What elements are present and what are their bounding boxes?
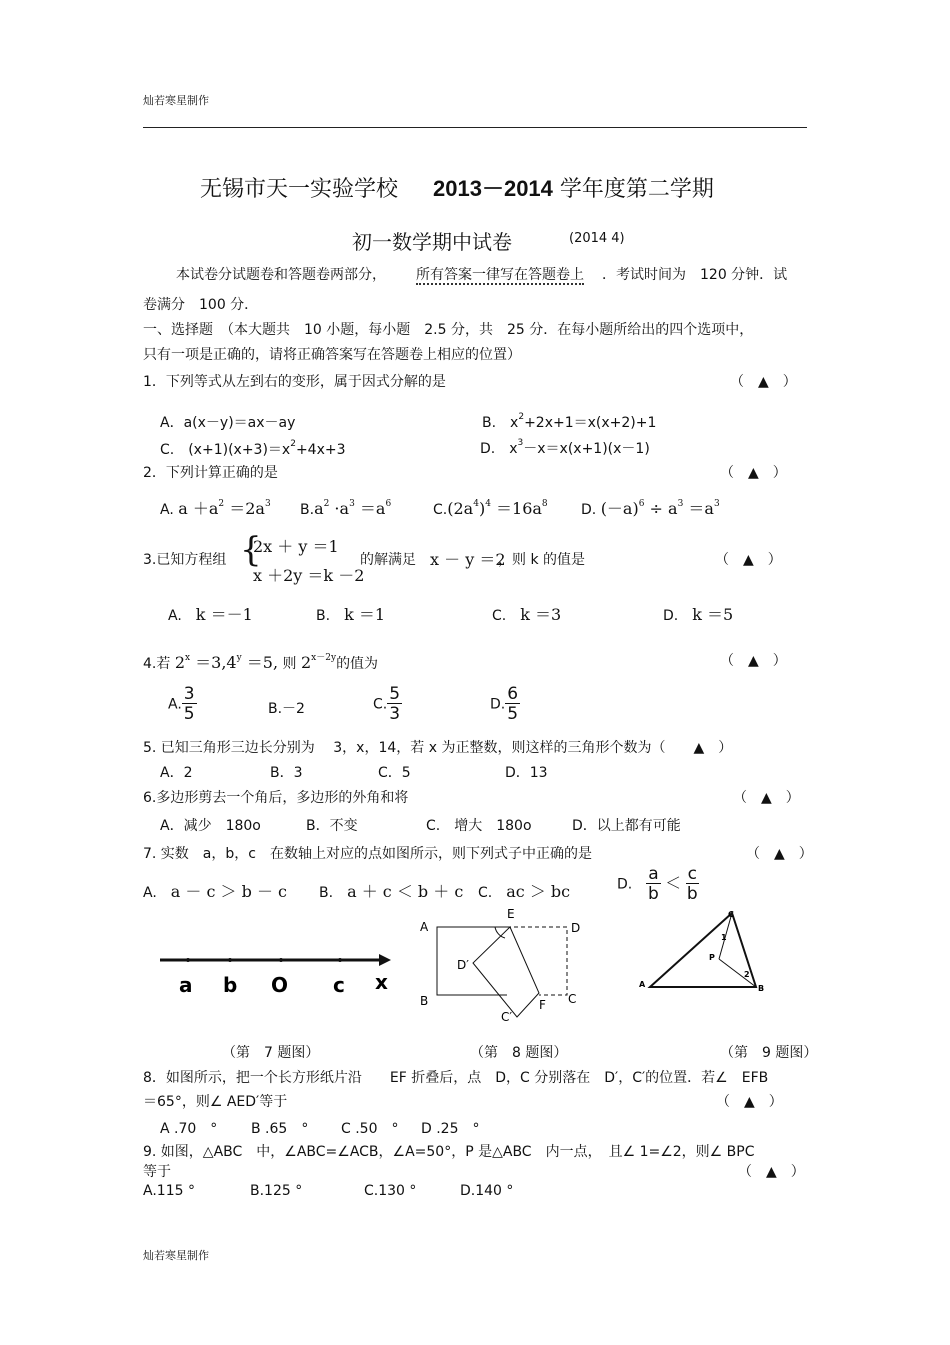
q6-option-d: D．以上都有可能: [572, 818, 681, 834]
label-angle-2: 2: [744, 970, 750, 979]
label-A: A: [639, 980, 646, 989]
folded-flap: [473, 927, 539, 1017]
q7-option-c: C. ac ＞ bc: [478, 882, 571, 901]
q9-option-c: C.130 °: [364, 1183, 417, 1199]
q7-option-b: B. a ＋ c ＜ b ＋ c: [319, 882, 464, 901]
q8-option-c: C .50 °: [341, 1121, 399, 1137]
q8-answer-mark: （ ▲ ）: [716, 1094, 783, 1110]
q7-stem: 7. 实数 a，b，c 在数轴上对应的点如图所示，则下列式子中正确的是: [143, 846, 592, 862]
intro-part-a: 本试卷分试题卷和答题卷两部分，: [176, 267, 386, 283]
q9-option-b: B.125 °: [250, 1183, 303, 1199]
q5-option-d: D．13: [505, 765, 548, 781]
q8-option-d: D .25 °: [421, 1121, 480, 1137]
q6-stem: 6.多边形剪去一个角后，多边形的外角和将: [143, 790, 409, 806]
label-x: x: [375, 970, 388, 994]
triangle-abc: [650, 913, 756, 987]
label-b: b: [223, 973, 238, 997]
label-a: a: [179, 973, 193, 997]
q5-option-b: B．3: [270, 765, 303, 781]
fig9-triangle: [636, 905, 776, 1000]
q1-option-d: D. $x^3-x=x(x+1)(x-1)$: [480, 438, 650, 457]
q8-option-a: A .70 °: [160, 1121, 218, 1137]
school-years: 2013－2014: [433, 176, 553, 201]
fig9-caption: （第 9 题图）: [720, 1045, 818, 1061]
fig7-caption: （第 7 题图）: [222, 1045, 320, 1061]
q4-answer-mark: （ ▲ ）: [720, 653, 787, 669]
q3-option-d: D. k ＝5: [663, 605, 734, 624]
label-B: B: [420, 994, 429, 1008]
q2-option-b: $B.a^2 \cdot a^3 =a^6$: [300, 499, 392, 518]
q1-option-b: B. $x^2+2x+1=x(x+2)+1$: [482, 412, 657, 431]
exam-subtitle: 初一数学期中试卷: [352, 230, 512, 254]
intro-part-b: 所有答案一律写在答题卷上: [416, 267, 584, 283]
header-rule: [143, 127, 807, 128]
label-Cp: C′: [501, 1010, 513, 1024]
label-A: A: [420, 920, 429, 934]
q5-option-a: A．2: [160, 765, 193, 781]
label-angle-1: 1: [721, 933, 727, 942]
q8-line-1: 8．如图所示，把一个长方形纸片沿 EF 折叠后，点 D，C 分别落在 D′，C′的位置．若∠ EFB: [143, 1070, 769, 1086]
q3-condition: x － y ＝2: [430, 550, 506, 569]
school-name: 无锡市天一实验学校: [200, 177, 399, 202]
q1-stem: 1．下列等式从左到右的变形，属于因式分解的是: [143, 374, 446, 390]
fig7-number-line: [155, 945, 400, 1000]
q1-answer-mark: （ ▲ ）: [730, 374, 797, 390]
q9-option-a: A.115 °: [143, 1183, 195, 1199]
q1-option-c: C. $(x+1)(x+3)=x^2+4x+3$: [160, 439, 346, 458]
q6-option-a: A．减少 180o: [160, 818, 261, 834]
q4-option-d: D. $\frac{6}{5}$: [490, 684, 519, 724]
rect-dashed-part: [507, 927, 567, 995]
q8-option-b: B .65 °: [251, 1121, 309, 1137]
q2-stem: 2．下列计算正确的是: [143, 465, 278, 481]
section-1-line-2: 只有一项是正确的，请将正确答案写在答题卷上相应的位置）: [143, 347, 521, 363]
q5-option-c: C．5: [378, 765, 411, 781]
q4-option-a: A. $\frac{3}{5}$: [168, 684, 195, 724]
arrow-head: [379, 954, 391, 966]
q6-answer-mark: （ ▲ ）: [733, 790, 800, 806]
page-footer: 灿若寒星制作: [143, 1249, 209, 1262]
q2-answer-mark: （ ▲ ）: [720, 465, 787, 481]
q3-brace: {: [240, 530, 262, 570]
intro-line-2: 卷满分 100 分．: [143, 297, 259, 313]
q3-equation-1: 2x ＋ y ＝1: [253, 537, 339, 556]
point-o: [279, 958, 283, 962]
label-o: O: [271, 973, 289, 997]
q3-suffix: ，则 k 的值是: [498, 552, 586, 568]
label-P: P: [709, 953, 715, 962]
q4-option-b: B.－2: [268, 701, 305, 717]
label-C: C: [568, 992, 577, 1006]
q9-line-2: 等于: [143, 1164, 171, 1180]
q2-option-c: $C.(2a^4)^4 =16a^8$: [433, 499, 548, 518]
q3-answer-mark: （ ▲ ）: [715, 552, 782, 568]
q7-option-d: D. $\frac{a}{b}$ ＜ $\frac{c}{b}$: [617, 864, 698, 904]
q3-middle: 的解满足: [360, 552, 416, 568]
q5-stem: 5. 已知三角形三边长分别为 3，x，14，若 x 为正整数，则这样的三角形个数为（ ▲ ）: [143, 740, 733, 756]
page-title: [200, 172, 714, 203]
q2-option-a: A. $a +a^2 =2a^3$: [160, 499, 271, 518]
q3-option-b: B. k ＝1: [316, 605, 386, 624]
label-D: D: [571, 921, 581, 935]
label-F: F: [539, 998, 546, 1012]
q3-option-c: C. k ＝3: [492, 605, 562, 624]
point-c: [338, 958, 342, 962]
q6-option-c: C. 增大 180o: [426, 818, 532, 834]
label-Dp: D′: [457, 958, 469, 972]
fig8-folded-rectangle: [415, 905, 590, 1025]
intro-line-1: [176, 264, 787, 284]
label-E: E: [507, 907, 515, 921]
fig8-caption: （第 8 题图）: [470, 1045, 568, 1061]
exam-date: (2014 4): [569, 231, 625, 246]
q6-option-b: B．不变: [306, 818, 358, 834]
q3-option-a: A. k ＝－1: [168, 605, 253, 624]
section-1-line-1: 一、选择题 （本大题共 10 小题，每小题 2.5 分，共 25 分．在每小题所给出的四个选项中，: [143, 322, 754, 338]
q7-option-a: A. a － c ＞ b － c: [143, 882, 288, 901]
q4-option-c: C. $\frac{5}{3}$: [373, 684, 401, 724]
point-a: [186, 958, 190, 962]
q9-option-d: D.140 °: [460, 1183, 514, 1199]
q3-prefix: 3.已知方程组: [143, 552, 227, 568]
q4-stem: 4.若 $2^x =3,4^y =5$, 则 $2^{x-2y}$的值为: [143, 653, 379, 672]
q9-line-1: 9. 如图，△ABC 中，∠ABC=∠ACB，∠A=50°，P 是△ABC 内一点， 且∠ 1=∠2，则∠ BPC: [143, 1144, 755, 1160]
q7-answer-mark: （ ▲ ）: [746, 846, 813, 862]
label-C: C: [728, 910, 734, 919]
page-header: 灿若寒星制作: [143, 94, 209, 107]
q1-option-a: A．a(x－y)＝ax－ay: [160, 415, 296, 431]
q3-equation-2: x ＋2y ＝k －2: [253, 566, 365, 585]
rect-solid-part: [437, 927, 507, 995]
school-term: 学年度第二学期: [559, 177, 714, 202]
q9-answer-mark: （ ▲ ）: [738, 1164, 805, 1180]
label-B: B: [758, 984, 765, 993]
q2-option-d: D. $(-a)^6 \div a^3 =a^3$: [581, 499, 720, 518]
q8-line-2: ＝65°，则∠ AED′等于: [143, 1094, 288, 1110]
point-b: [228, 958, 232, 962]
label-c: c: [333, 973, 345, 997]
intro-part-c: ．考试时间为 120 分钟．试: [602, 267, 788, 283]
